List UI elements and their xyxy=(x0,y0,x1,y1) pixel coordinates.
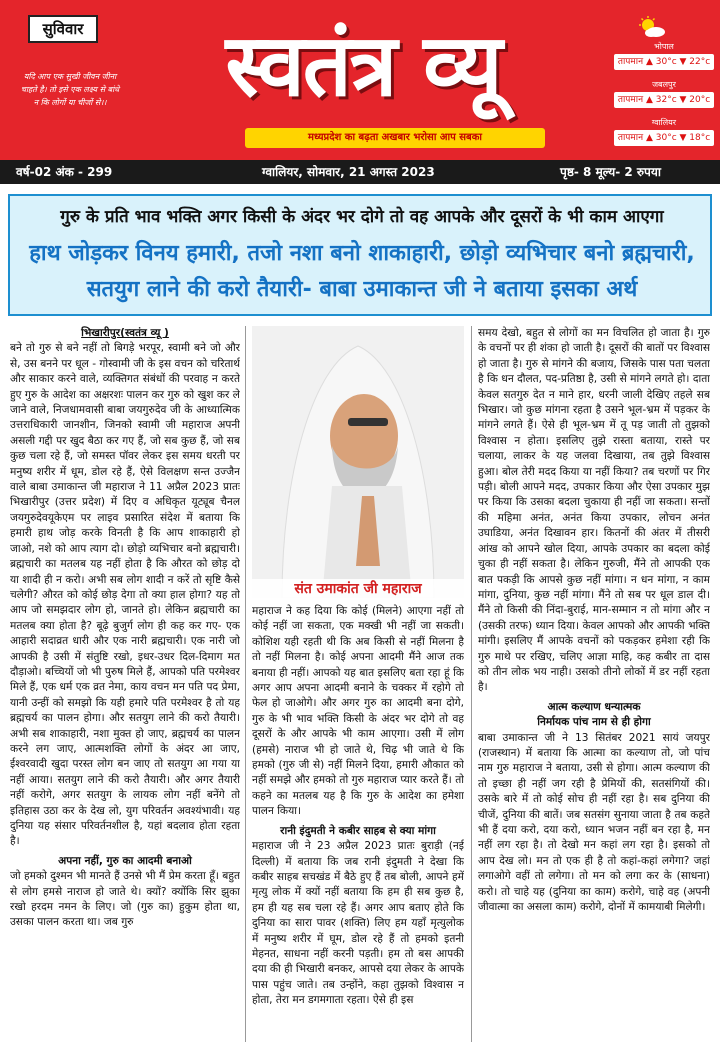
article-column-1 xyxy=(10,326,240,1046)
main-headline xyxy=(20,236,704,308)
day-badge: सुविवार xyxy=(28,15,98,43)
article-subhead: आत्म कल्याण धन्यात्मक xyxy=(547,700,641,713)
article-column-3 xyxy=(478,326,710,1046)
weather-city: जबलपुर xyxy=(652,80,676,89)
newspaper-title: स्वतंत्र व्यू xyxy=(225,15,501,116)
article-paragraph: महाराज ने कह दिया कि कोई (मिलने) आएगा नहीं तो कोई नहीं जा सकता, एक मक्खी भी नहीं जा सकती। कोशिश यही रहती थी कि अब किसी से नहीं मिलना है तो नहीं मिलना है। कोई अपना आदमी मैंने आज तक बनाया ही नहीं। आपको यह बात इसलिए बता रहा हूं कि अगर आप अपना आदमी बनाने के चक्कर में रहोगे तो फेल हो जाओगे। और अगर गुरु का आदमी बना दोगे, गुरु के भी भाव भक्ति किसी के अंदर भर दोगे तो वह दूसरों के और आपके भी काम आएगा। उसी में लोग (हमसे) नाराज भी हो जाते थे, चिढ़ भी जाते थे कि हमको (गुरु जी से) नहीं मिलने दिया, हमारी औकात को नहीं समझे और हमको तो गुरु महाराज प्यार करते हैं। तो कहने का मतलब यह है कि गुरु के आदेश का हमेशा पालन किया। xyxy=(252,605,464,818)
article-subhead: अपना नहीं, गुरु का आदमी बनाओ xyxy=(58,854,192,867)
article-paragraph: बाबा उमाकान्त जी ने 13 सितंबर 2021 सायं जयपुर (राजस्थान) में बताया कि आत्मा का कल्याण तो, जो पांच नाम गुरु महाराज ने बताया, उसी से होगा। आत्म कल्याण की तो इच्छा ही नहीं जग रही है प्रेमियों की, सतसंगियों की। उसके बारे में तो कोई सोच ही नहीं रहा है। सब दुनिया की चीजें, दुनिया की बातें। जब सतसंग सुनाया जाता है तब कहते भी हैं दया करो, दया करो, ध्यान भजन नहीं बन रहा है, मन नहीं लग रहा है। तो देखो मन कहां लग रहा है। इसको तो आप देख लो। मन तो एक ही है तो कहां-कहां लगेगा? जहां लगाओगे वहीं तो लगेगा। तो मन को लगा कर के (साधना) करो। तो चाहे यह (दुनिया का काम) करोगे, चाहे वह (अपनी जीवात्मा का असला काम) करोगे, दोनों में कामयाबी मिलेगी। xyxy=(478,731,710,914)
weather-gwalior xyxy=(614,116,714,150)
weather-city: भोपाल xyxy=(654,42,674,51)
main-headline-line2: सतयुग लाने की करो तैयारी- बाबा उमाकान्त जी ने बताया इसका अर्थ xyxy=(86,277,638,302)
weather-jabalpur xyxy=(614,78,714,112)
article-subhead: निर्मायक पांच नाम से ही होगा xyxy=(537,716,651,729)
column-rule xyxy=(245,326,246,1042)
article-paragraph: समय देखो, बहुत से लोगों का मन विचलित हो जाता है। गुरु के वचनों पर ही शंका हो जाती है। दूसरों की बातों पर विश्वास हो जाता है। गुरु से मांगने की बजाय, जिसके पास पता चलता है कि धन दौलत, पद-प्रतिष्ठा है, उसी से मांगने लगते हो। दाता केवल सतगुरु देत न माने हार, धरनी जाली देखिए तहले सब भिखार। जो कुछ मांगना रहता है उसने भूल-भ्रम में पड़कर के मांगने लगते हैं। ऐसे ही भूल-भ्रम में तू पड़ जाती तो तुझको विश्वास न होता। इसलिए तुझे रास्ता बताया, रास्ते पर चलाया, लाकर के यह जलवा दिखाया, तब तुझे विश्वास हुआ। बोल तेरी मदद किया या नहीं किया? तब चरणों पर गिर पड़ी। बोली आपने मदद, उपकार किया और ऐसा उपकार मुझ पर किया कि उसका बदला चुकाया ही नहीं जा सकता। सन्तों की महिमा अनंत, अनंत किया उपकार, लोचन अनंत उघाडिया, अनंत दिखावन हार। कितनों की अंतर में तीसरी आंख को आपने खोल दिया, आपके उपकार का बदला कोई चुका ही नहीं सकता है। लेकिन गुरुजी, मैंने तो आपकी एक बात पकड़ी कि आपसे कुछ नहीं मांगा। न धन मांगा, न काम मांगा, दुनिया, कुछ नहीं मांगा। मैंने तो सब पर धूल डाल दी। मैंने तो किसी की निंदा-बुराई, मान-सम्मान न तो मांगा और न (उसकी तरफ) ध्यान दिया। केवल आपको और आपकी भक्ति मांगी। इसलिए मैं आपके वचनों को पकड़कर हमेशा रही कि गुरु माथे पर रखिए, चलिए आज्ञा माहि, कह कबीर ता दास को तीन लोक भय नाही। उसको तीनो लोकों में डर नहीं रहता है। xyxy=(478,327,710,694)
place-date: ग्वालियर, सोमवार, 21 अगस्त 2023 xyxy=(262,165,435,179)
weather-temps: तापमान ▲ 30°c ▼ 22°c xyxy=(614,54,714,70)
saint-photo xyxy=(252,326,464,598)
weather-temps: तापमान ▲ 32°c ▼ 20°c xyxy=(614,92,714,108)
kicker-headline: गुरु के प्रति भाव भक्ति अगर किसी के अंदर भर दोगे तो वह आपके और दूसरों के भी काम आएगा xyxy=(60,207,664,227)
masthead-tagline: मध्यप्रदेश का बढ़ता अखबार भरोसा आप सबका xyxy=(245,128,545,148)
photo-caption: संत उमाकांत जी महाराज xyxy=(252,579,464,599)
column-rule xyxy=(471,326,472,1042)
sun-cloud-icon xyxy=(638,16,666,38)
headline-box xyxy=(8,194,712,316)
masthead-slogan: यदि आप एक सुखी जीवन जीना चाहते है। तो इसे एक लक्ष्य से बांधे न कि लोगों या चीजों से।। xyxy=(20,72,120,107)
weather-city: ग्वालियर xyxy=(651,118,677,127)
article-column-2 xyxy=(252,604,464,1046)
weather-temps: तापमान ▲ 30°c ▼ 18°c xyxy=(614,130,714,146)
article-paragraph: जो हमको दुश्मन भी मानते हैं उनसे भी मैं प्रेम करता हूँ। बहुत से लोग हमसे नाराज हो जाते थे। क्यों? क्योंकि सिर झुका रखो हरदम नमन के लिए। जो (गुरु का) हुकुम होता था, उसका पालन करता था। जब गुरु xyxy=(10,870,240,929)
issue-info-bar xyxy=(0,160,720,184)
weather-bhopal xyxy=(614,40,714,74)
article-subhead: रानी इंदुमती ने कबीर साहब से क्या मांगा xyxy=(280,824,436,837)
page-price: पृष्ठ- 8 मूल्य- 2 रुपया xyxy=(560,165,661,179)
article-dateline: भिखारीपुर(स्वतंत्र व्यू ) xyxy=(81,327,169,339)
article-paragraph: महाराज जी ने 23 अप्रैल 2023 प्रातः बुराड़ी (नई दिल्ली) में बताया कि जब रानी इंदुमती ने देखा कि कबीर साहब सचखंड में बैठे हुए हैं तब बोली, आपने हमें मृत्यु लोक में क्यों नहीं बताया कि हम ही सब कुछ है, हम ही यह सब चला रहे हैं। अगर आप बताए होते कि दुनिया का सारा पावर (शक्ति) लिए हम यहाँ मृत्युलोक में मनुष्य शरीर में घूम, डोल रहे हैं तो हमको इतनी मेहनत, साधना नहीं करनी पड़ती। हम तो बस आपकी दया की ही भिखारी बनकर, आपसे दया लेकर के आपके पास पहुंच जाते। तब उन्होंने, कहा तुझको विश्वास न होता, तेरा मन डगमगाता रहता। ऐसे ही इस xyxy=(252,840,464,1007)
main-headline-line1: हाथ जोड़कर विनय हमारी, तजो नशा बनो शाकाहारी, छोड़ो व्यभिचार बनो ब्रह्मचारी, xyxy=(29,241,695,266)
masthead xyxy=(0,0,720,160)
issue-number: वर्ष-02 अंक - 299 xyxy=(16,165,113,179)
article-paragraph: बने तो गुरु से बने नहीं तो बिगड़े भरपूर, स्वामी बने जो और से, उस बनने पर धूल - गोस्वामी जी के इस वचन को चरितार्थ और साकार करने वाले, व्यक्तिगत संबंधों की परवाह न करते हुए गुरु के आदेश का अक्षरशः पालन कर गुरु को खुश कर ले जाने वाले, निजधामवासी बाबा जयगुरुदेव जी के आध्यात्मिक उत्तराधिकारी जानशीन, जिनको स्वामी जी महाराज अपनी असली गद्दी पर खुद बैठा कर गए हैं, जो सब कुछ हैं, जो सब कुछ चला रहे हैं, जो समस्त पॉवर लेकर इस समय धरती पर मनुष्य शरीर में धूम, डोल रहे हैं, ऐसे विलक्षण सन्त उज्जैन वाले बाबा उमाकान्त जी महाराज ने 11 अप्रैल 2023 प्रातः भिखारीपुर (उत्तर प्रदेश) में दिए व अधिकृत यूट्यूब चैनल जयगुरुदेवयूकेएम पर लाइव प्रसारित संदेश में बताया कि हमारी हाथ जोड़ करके विनती है कि आप शाकाहारी हो जाओ, नशे को आप त्याग दो। छोड़ो व्यभिचार बनो ब्रह्मचारी। ब्रह्मचारी का मतलब यह नहीं होता है कि औरत को छोड़ दो या शादी ही न करो। अभी सब लोग शादी न करें तो सृष्टि कैसे चलेगी? औरत को कोई छोड़ देगा तो क्या हाल होगा? यह तो आप जो समझदार लोग हो, जानते हो। लेकिन ब्रह्मचारी का मतलब क्या होता है? बूढ़े बुजुर्ग लोग ही कह कर गए- एक आहारी सदाव्रत धारी और एक नारी ब्रह्मचारी। एक नारी जो आपकी है उसी में संतुष्टि रखो, इधर-उधर दिल-दिमाग मत दौड़ाओ। बच्चियों जो भी पुरुष मिले हैं, आपको पति परमेश्वर मिले हैं, एक धर्म एक व्रत नेमा, काय वचन मन पति पद प्रेमा, यानी उन्हीं को समझो कि यही हमारे पति परमेश्वर है तो यह ब्रह्मचर्य का पालन होगा। और सतयुग लाने की करो तैयारी। अभी सब शाकाहारी, नशा मुक्त हो जाए, ब्रह्मचर्य का पालन करने लग जाए, आत्मशक्ति लोगों के अंदर आ जाए, ईश्वरवादी खुदा परस्त लोग बन जाए तो सतयुग आ गया या नहीं आया। सतयुग लाने की करो तैयारी। और अगर तैयारी नहीं करोगे, अगर सतयुग के लायक लोग नहीं बनेंगे तो इतिहास उठा कर के देख लो, युग परिवर्तन अवश्यंभावी। यह दुनिया यह संसार परिवर्तनशील है, यहां बदलाव होता रहता है। xyxy=(10,342,240,848)
